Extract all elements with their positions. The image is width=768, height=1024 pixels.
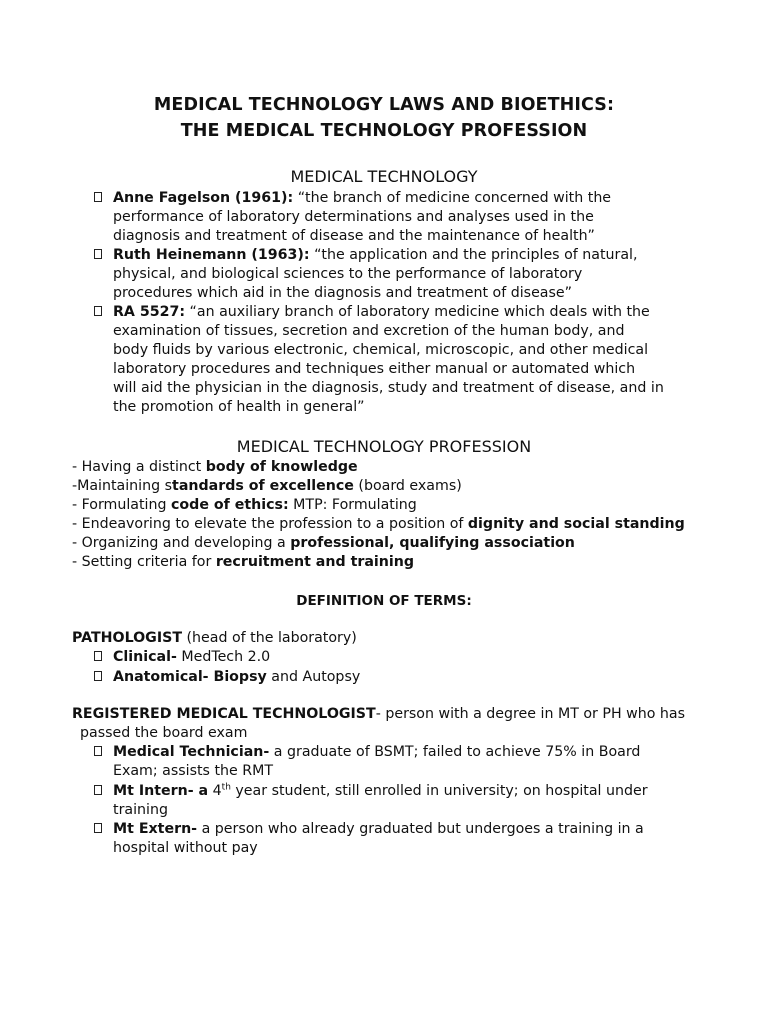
definition-text: “the branch of medicine concerned with the bbox=[293, 190, 612, 206]
section-heading-medical-technology: MEDICAL TECHNOLOGY bbox=[290, 167, 478, 186]
document-title-line-1: MEDICAL TECHNOLOGY LAWS AND BIOETHICS: bbox=[153, 95, 615, 115]
bullet-box-icon bbox=[94, 785, 102, 795]
bullet-box-icon bbox=[94, 306, 102, 316]
definition-text: procedures which aid in the diagnosis and treatment of disease” bbox=[113, 285, 572, 301]
definition-text: laboratory procedures and techniques either manual or automated which bbox=[113, 361, 636, 377]
rmt-definition-continued: passed the board exam bbox=[80, 725, 248, 741]
profession-criterion: - Setting criteria for recruitment and training bbox=[72, 554, 415, 570]
definition-text: “an auxiliary branch of laboratory medicine which deals with the bbox=[185, 304, 650, 320]
bullet-box-icon bbox=[94, 746, 102, 756]
definition-text: body fluids by various electronic, chemical, microscopic, and other medical bbox=[113, 342, 649, 358]
definition-text: performance of laboratory determinations and analyses used in the bbox=[113, 209, 594, 225]
section-heading-profession: MEDICAL TECHNOLOGY PROFESSION bbox=[236, 437, 532, 456]
document-page: MEDICAL TECHNOLOGY LAWS AND BIOETHICS: THE MEDICAL TECHNOLOGY PROFESSION MEDICAL TECHNOLOGY Anne Fagelson (1961): “the branch of medicine concerned with the performance of laboratory determinations and analyses used in the diagnosis and treatment of disease and the maintenance of health” Ruth Heinemann (1963): “the application and the principles of natural, physical, and biological sciences to the performance of laboratory procedures which aid in the diagnosis and treatment of disease” RA 5527: “an auxiliary branch of laboratory medicine which deals with the examination of tissues, secretion and excretion of the human body, and body fluids by various electronic, chemical, microscopic, and other medical laboratory procedures and techniques either manual or automated which will aid the physician in the diagnosis, study and treatment of disease, and in the promotion of health in general” MEDICAL TECHNOLOGY PROFESSION - Having a distinct body of knowledge -Maintaining standards of excellence (board exams) - Formulating code of ethics: MTP: Formulating - Endeavoring to elevate the profession to a position of dignity and social standing - Organizing and developing a professional, qualifying association - Setting criteria for recruitment and training DEFINITION OF TERMS: PATHOLOGIST (head of the laboratory) Clinical- MedTech 2.0 Anatomical- Biopsy and Autopsy REGISTERED MEDICAL TECHNOLOGIST- person with a degree in MT or PH who has passed the board exam Medical Technician- a graduate of BSMT; failed to achieve 75% in Board Exam; assists the RMT Mt Intern- a 4th year student, still enrolled in university; on hospital under training Mt Extern- a person who already graduated but undergoes a training in a hospital without pay bbox=[0, 0, 768, 1024]
definition-text: will aid the physician in the diagnosis, study and treatment of disease, and in bbox=[113, 380, 664, 396]
bullet-box-icon bbox=[94, 249, 102, 259]
definition-term: Ruth Heinemann (1963): bbox=[113, 247, 310, 263]
rmt-definition: REGISTERED MEDICAL TECHNOLOGIST- person with a degree in MT or PH who has bbox=[72, 706, 685, 722]
profession-criterion: - Formulating code of ethics: MTP: Formulating bbox=[72, 497, 417, 513]
definition-term: RA 5527: bbox=[113, 304, 186, 320]
definition-term: Anne Fagelson (1961): bbox=[113, 190, 294, 206]
definition-of-terms-heading: DEFINITION OF TERMS: bbox=[296, 593, 472, 609]
bullet-box-icon bbox=[94, 192, 102, 202]
definition-text: examination of tissues, secretion and excretion of the human body, and bbox=[113, 323, 625, 339]
document-title-line-2: THE MEDICAL TECHNOLOGY PROFESSION bbox=[180, 121, 588, 141]
profession-criterion: - Endeavoring to elevate the profession to a position of dignity and social standing bbox=[72, 516, 685, 532]
profession-criterion: - Having a distinct body of knowledge bbox=[72, 459, 358, 475]
definition-text: the promotion of health in general” bbox=[113, 399, 365, 415]
bullet-box-icon bbox=[94, 823, 102, 833]
pathologist-definition: PATHOLOGIST (head of the laboratory) bbox=[72, 630, 357, 646]
definition-text: “the application and the principles of natural, bbox=[309, 247, 638, 263]
bullet-box-icon bbox=[94, 671, 102, 681]
profession-criterion: - Organizing and developing a professional, qualifying association bbox=[72, 535, 575, 551]
bullet-box-icon bbox=[94, 651, 102, 661]
definition-text: diagnosis and treatment of disease and the maintenance of health” bbox=[113, 228, 595, 244]
profession-criterion: -Maintaining standards of excellence (board exams) bbox=[72, 478, 462, 494]
definition-text: physical, and biological sciences to the performance of laboratory bbox=[113, 266, 583, 282]
